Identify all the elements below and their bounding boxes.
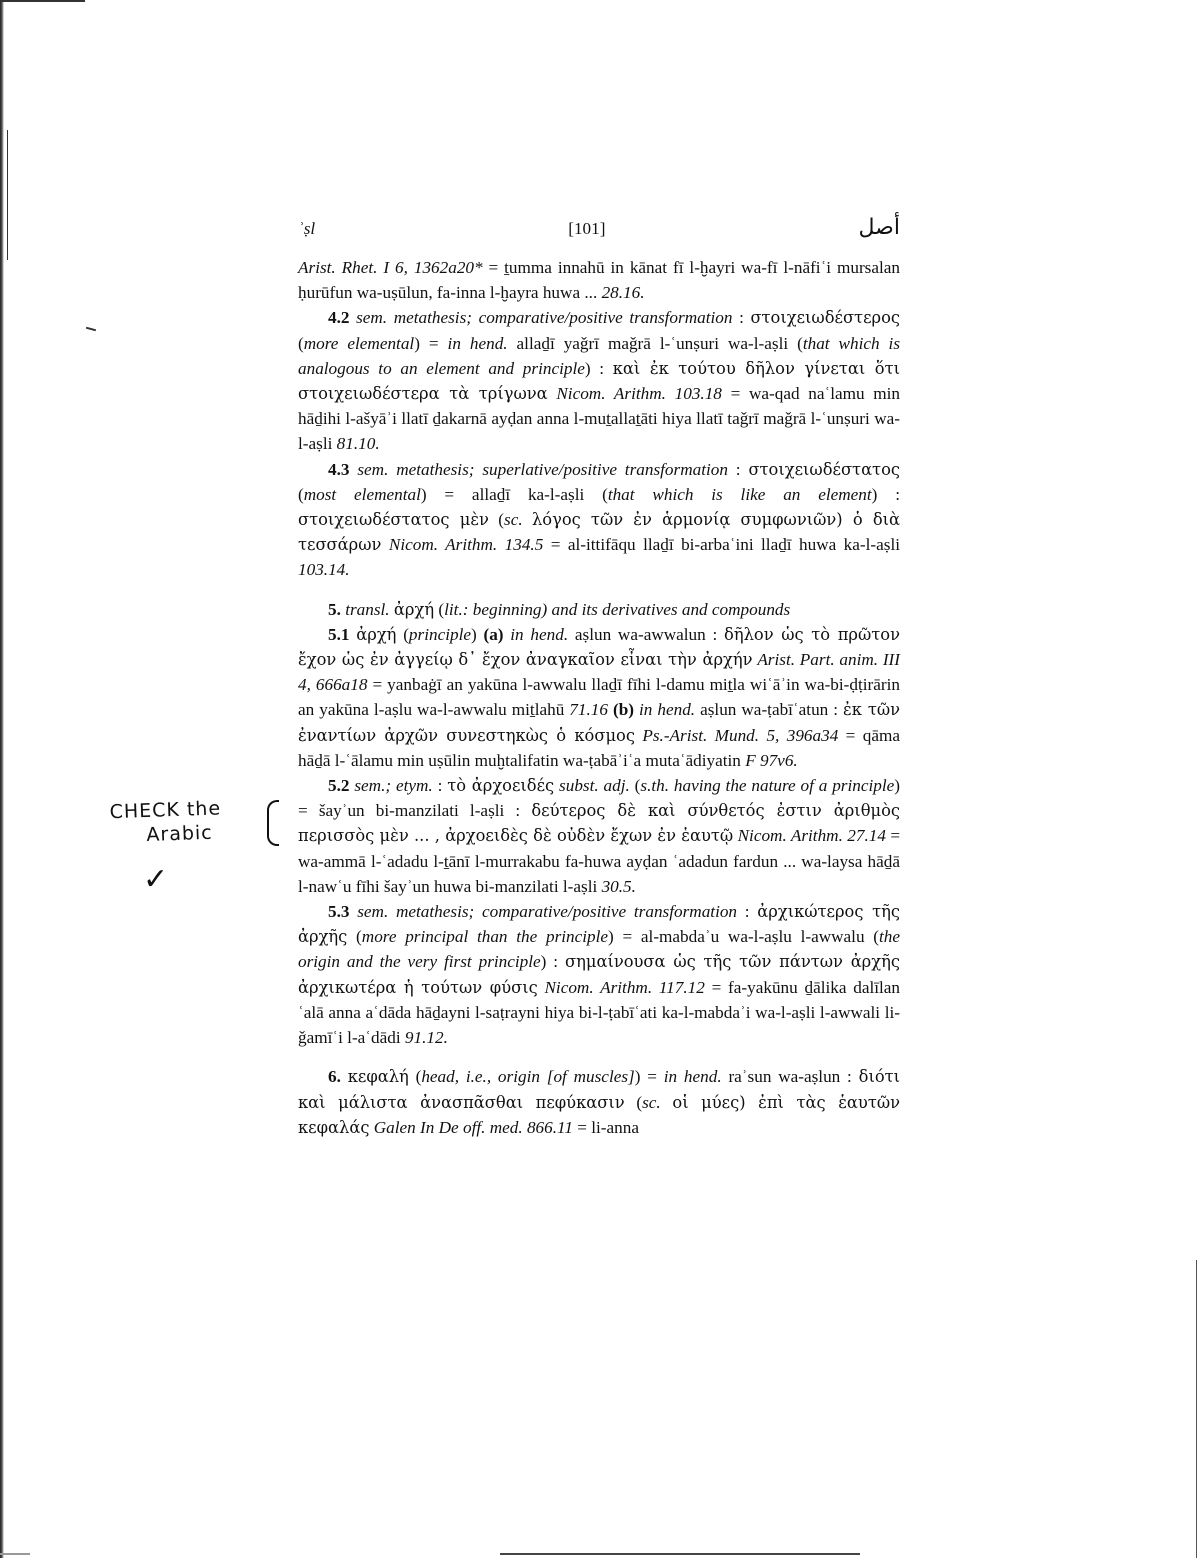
text: ) : bbox=[584, 358, 613, 378]
dictionary-page bbox=[298, 215, 900, 1140]
running-head bbox=[298, 215, 900, 245]
margin-note-line-2: Arabic bbox=[146, 821, 214, 846]
entry-paragraph-6 bbox=[298, 1064, 900, 1140]
section-gap bbox=[298, 583, 900, 597]
italic-text: that which is analogous to an element and principle bbox=[298, 333, 901, 378]
entry-paragraph-4-2 bbox=[298, 305, 900, 456]
text: ( bbox=[624, 1092, 643, 1112]
text: = fa-yakūnu ḏālika dalīlan ʿalā anna aʿdāda hāḏayni l-saṭrayni hiya bi-l-ṭabīʿati ka-l-mabdaʾi wa-l-aṣli l-awwali li-ǧamīʿi l-aʿdādi bbox=[298, 977, 900, 1048]
greek-text: κεφαλή bbox=[347, 1067, 409, 1087]
scan-edge-bottom bbox=[0, 1553, 1200, 1555]
section-number: 5.1 bbox=[328, 624, 350, 644]
italic-text: in hend. bbox=[639, 700, 696, 720]
text: ( bbox=[298, 484, 304, 504]
text: = ṯumma innahū in kānat fī l-ḫayri wa-fī l-nāfiʿi mursalan ḥurūfun wa-uṣūlun, fa-inna l-ḫayra huwa ... bbox=[298, 258, 900, 303]
text: = al-ittifāqu llaḏī bi-arbaʿini llaḏī huwa ka-l-aṣli bbox=[543, 535, 900, 555]
text: ) = al-mabdaʾu wa-l-aṣlu l-awwalu ( bbox=[608, 927, 879, 947]
italic-text: Nicom. Arithm. 117.12 bbox=[544, 977, 705, 997]
greek-text: οἱ μύες) ἐπὶ τὰς ἑαυτῶν κεφαλάς bbox=[298, 1092, 901, 1137]
italic-text: Galen In De off. med. 866.11 bbox=[373, 1117, 573, 1137]
italic-text: lit.: beginning) and its derivatives and compounds bbox=[444, 599, 791, 619]
text: ( bbox=[298, 333, 304, 353]
text: ( bbox=[434, 599, 445, 619]
handwritten-margin-note bbox=[109, 796, 241, 849]
section-number: 6. bbox=[328, 1067, 341, 1087]
italic-text: that which is like an element bbox=[607, 484, 872, 504]
section-number: 4.3 bbox=[328, 459, 350, 479]
greek-text: τὸ ἀρχοειδές bbox=[447, 776, 555, 796]
italic-text: F 97v6. bbox=[745, 750, 798, 770]
greek-text: ἐκ τῶν ἐναντίων ἀρχῶν συνεστηκὼς ὁ κόσμος bbox=[298, 700, 901, 745]
greek-text: λόγος τῶν ἐν ἁρμονίᾳ συμφωνιῶν) ὁ διὰ τεσσάρων bbox=[298, 510, 900, 555]
text: : bbox=[727, 459, 749, 479]
text: ) = allaḏī ka-l-aṣli ( bbox=[420, 484, 608, 504]
italic-text: Arist. Part. anim. III 4, 666a18 bbox=[298, 650, 901, 695]
text: = yanbaġī an yakūna l-awwalu llaḏī fīhi l-damu miṯla wiʿāʾin wa-bi-ḍṭirārin an yakūna l-aṣlu wa-l-awwalu miṯlahū bbox=[298, 675, 900, 720]
text bbox=[523, 510, 532, 529]
greek-text: στοιχειωδέστατος μὲν bbox=[298, 510, 489, 530]
text: = qāma hāḏā l-ʿālamu min uṣūlin muḫtalifatin wa-ṭabāʾiʿa mutaʿādiyatin bbox=[298, 725, 900, 770]
italic-text: sem. metathesis; comparative/positive transformation bbox=[349, 308, 733, 328]
text: ) bbox=[470, 624, 484, 644]
text: = li-anna bbox=[572, 1117, 639, 1137]
italic-text: Nicom. Arithm. 134.5 bbox=[388, 535, 544, 555]
italic-text: in hend. bbox=[510, 624, 569, 644]
italic-text: transl. bbox=[345, 599, 390, 619]
section-number: 4.2 bbox=[328, 308, 350, 328]
text: ) : bbox=[540, 952, 565, 972]
text: : bbox=[432, 776, 448, 796]
italic-text: s.th. having the nature of a principle bbox=[640, 776, 895, 796]
text: : bbox=[737, 902, 758, 922]
italic-text: 81.10. bbox=[336, 434, 380, 454]
italic-text: sem. metathesis; superlative/positive transformation bbox=[349, 459, 728, 479]
margin-pen-mark bbox=[86, 327, 96, 332]
italic-text: Arist. Rhet. I 6, 1362a20* bbox=[298, 258, 483, 277]
text: aṣlun wa-awwalun : bbox=[568, 624, 725, 644]
margin-note-line-1: CHECK the bbox=[109, 797, 222, 824]
italic-text: in hend. bbox=[447, 333, 508, 353]
greek-text: στοιχειωδέστερος bbox=[750, 308, 900, 328]
greek-text: στοιχειωδέστατος bbox=[748, 459, 900, 479]
scan-edge-right bbox=[1196, 1260, 1197, 1558]
entry-paragraph-5-2 bbox=[298, 773, 900, 899]
text: = wa-qad naʿlamu min hāḏihi l-ašyāʾi llatī ḏakarnā ayḍan anna l-muṯallaṯāti hiya llatī taǧrī maǧrā l-ʿunṣuri wa-l-aṣli bbox=[298, 384, 901, 454]
greek-text: δῆλον ὡς τὸ πρῶτον ἔχον ὡς ἐν ἀγγείῳ δ᾽ ἔχον ἀναγκαῖον εἶναι τὴν ἀρχήν bbox=[298, 624, 900, 670]
italic-text: the origin and the very first principle bbox=[298, 927, 900, 972]
text: ) = šayʾun bi-manzilati l-aṣli : bbox=[298, 776, 900, 821]
text bbox=[341, 1067, 348, 1086]
italic-text: most elemental bbox=[303, 484, 421, 504]
text: ( bbox=[347, 927, 362, 947]
italic-text: Nicom. Arithm. 103.18 bbox=[556, 384, 722, 404]
header-root-transliteration: ʾṣl bbox=[298, 219, 316, 238]
italic-text: 28.16. bbox=[601, 283, 645, 303]
text: ( bbox=[629, 776, 641, 796]
text: ) = bbox=[634, 1067, 664, 1087]
italic-text: principle bbox=[408, 624, 471, 644]
header-root-arabic: أصل bbox=[858, 215, 900, 240]
text: ) = bbox=[414, 333, 448, 353]
italic-text: 103.14. bbox=[298, 560, 350, 580]
text: ( bbox=[396, 624, 409, 644]
section-number: 5.3 bbox=[328, 902, 350, 922]
scan-edge-top bbox=[0, 0, 85, 2]
section-number: 5. bbox=[328, 599, 341, 619]
margin-bracket bbox=[267, 800, 279, 846]
entry-paragraph-5-1 bbox=[298, 622, 900, 773]
entry-paragraph-cont bbox=[298, 255, 900, 305]
italic-text: 30.5. bbox=[601, 876, 636, 896]
greek-text: διότι καὶ μάλιστα ἀνασπᾶσθαι πεφύκασιν bbox=[298, 1067, 901, 1112]
greek-text: δεύτερος δὲ καὶ σύνθετός ἐστιν ἀριθμὸς περισσὸς μὲν ... , ἀρχοειδὲς δὲ οὐδὲν ἔχων ἐν ἑαυτῷ bbox=[298, 801, 900, 846]
italic-text: sem.; etym. bbox=[349, 776, 433, 796]
checkmark-icon: ✓ bbox=[143, 862, 169, 897]
italic-text: sem. metathesis; comparative/positive transformation bbox=[349, 902, 738, 922]
entry-paragraph-5 bbox=[298, 597, 900, 622]
italic-text: Nicom. Arithm. 27.14 bbox=[737, 826, 886, 846]
text bbox=[381, 535, 388, 554]
italic-text: 71.16 bbox=[569, 700, 608, 720]
italic-text: 91.12. bbox=[404, 1028, 448, 1048]
text: ) : bbox=[871, 484, 900, 504]
greek-text: ἀρχή bbox=[393, 599, 435, 619]
section-number: (a) bbox=[483, 624, 504, 644]
italic-text: more principal than the principle bbox=[361, 927, 609, 947]
greek-text: ἀρχή bbox=[356, 624, 397, 644]
text: raʾsun wa-aṣlun : bbox=[721, 1067, 859, 1087]
section-gap bbox=[298, 1050, 900, 1064]
greek-text: ἀρχικώτερος τῆς ἀρχῆς bbox=[298, 902, 900, 947]
greek-text: σημαίνουσα ὡς τῆς τῶν πάντων ἀρχῆς ἀρχικωτέρα ἡ τούτων φύσις bbox=[298, 952, 900, 997]
italic-text: Ps.-Arist. Mund. 5, 396a34 bbox=[642, 725, 839, 745]
section-number: 5.2 bbox=[328, 776, 350, 796]
scan-edge-left bbox=[0, 0, 4, 1558]
italic-text: head, i.e., origin [of muscles] bbox=[421, 1067, 635, 1087]
italic-text: subst. adj. bbox=[559, 776, 630, 796]
text: ( bbox=[488, 510, 505, 530]
italic-text: sc. bbox=[504, 510, 523, 530]
page-number: [101] bbox=[568, 219, 606, 238]
italic-text: sc. bbox=[642, 1092, 661, 1112]
text: allaḏī yaǧrī maǧrā l-ʿunṣuri wa-l-aṣli ( bbox=[507, 333, 803, 353]
italic-text: more elemental bbox=[303, 333, 415, 353]
greek-text: καὶ ἐκ τούτου δῆλον γίνεται ὅτι στοιχειωδέστερα τὰ τρίγωνα bbox=[298, 358, 900, 404]
text: ( bbox=[408, 1067, 422, 1087]
italic-text: in hend. bbox=[663, 1067, 722, 1087]
text: aṣlun wa-ṭabīʿatun : bbox=[695, 700, 844, 720]
text: : bbox=[732, 308, 751, 328]
entry-paragraph-4-3 bbox=[298, 457, 900, 583]
text: = wa-ammā l-ʿadadu l-ṯānī l-murrakabu fa-huwa ayḍan ʿadadun fardun ... wa-laysa hāḏā l-nawʿu fīhi šayʾun huwa bi-manzilati l-aṣli bbox=[298, 826, 901, 896]
entry-paragraph-5-3 bbox=[298, 899, 900, 1050]
entry-body bbox=[298, 255, 900, 1140]
scan-artifact-line bbox=[7, 130, 8, 260]
section-number: (b) bbox=[612, 700, 634, 720]
text bbox=[661, 1093, 673, 1112]
